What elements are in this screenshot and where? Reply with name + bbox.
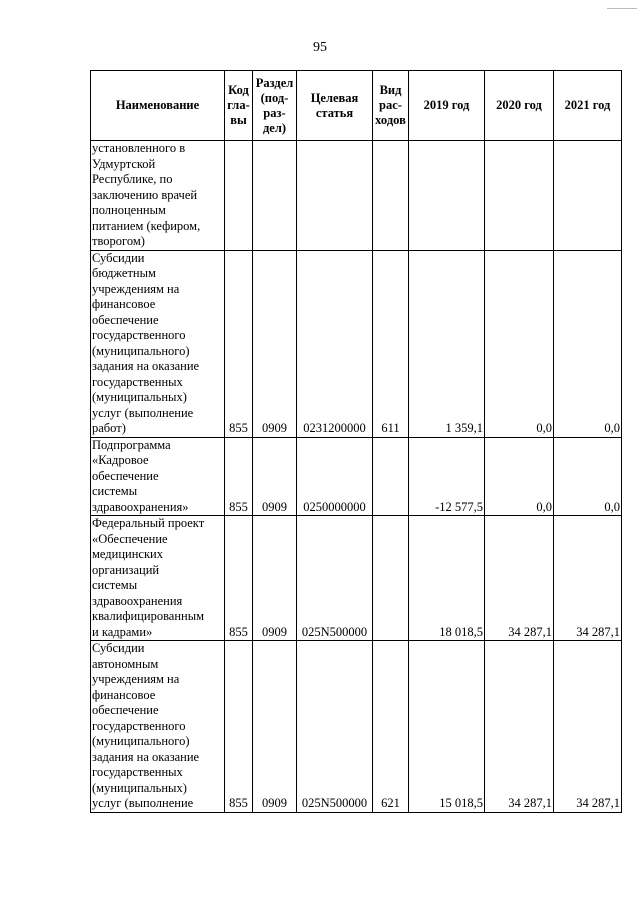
row-name-line: (муниципальных) (92, 780, 187, 795)
row-kind: 621 (373, 641, 409, 813)
row-name-line: услуг (выполнение (92, 405, 194, 420)
row-name-line: задания на оказание (92, 359, 200, 373)
row-name-line: организаций (92, 562, 160, 577)
row-name-line: (муниципальных) (92, 390, 187, 404)
row-kind (373, 516, 409, 641)
row-2020: 0,0 (485, 437, 554, 516)
row-name-line: «Обеспечение (92, 531, 168, 546)
row-code: 855 (225, 516, 253, 641)
row-name-line: заключению врачей (92, 187, 198, 202)
row-name-line: «Кадровое (92, 453, 149, 467)
row-name-line: питанием (кефиром, (92, 218, 201, 233)
row-name-line: государственных (92, 765, 183, 779)
row-name (91, 641, 225, 813)
page-number: 95 (313, 40, 327, 55)
row-2020: 0,0 (485, 250, 554, 437)
row-name-line: здравоохранения» (92, 499, 189, 514)
row-name-line: полноценным (92, 203, 166, 217)
row-name-line: финансовое (92, 687, 156, 702)
row-target: 025N500000 (297, 516, 373, 641)
row-code: 855 (225, 437, 253, 516)
row-name-line: обеспечение (92, 703, 159, 717)
row-name-line: государственного (92, 328, 186, 342)
row-name (91, 437, 225, 516)
row-code: 855 (225, 641, 253, 813)
table-row (91, 141, 622, 251)
row-2019 (409, 141, 485, 251)
row-name-line: (муниципального) (92, 734, 190, 748)
budget-table (90, 70, 622, 813)
row-2021: 34 287,1 (554, 641, 622, 813)
header-name: Наименование (91, 71, 225, 141)
row-name-line: Федеральный проект (92, 516, 205, 530)
row-2019: 15 018,5 (409, 641, 485, 813)
row-name-line: системы (92, 484, 138, 498)
row-name-line: задания на оказание (92, 749, 200, 764)
row-section: 0909 (253, 250, 297, 437)
row-name-line: финансовое (92, 297, 156, 311)
row-2020: 34 287,1 (485, 516, 554, 641)
row-2019: 1 359,1 (409, 250, 485, 437)
row-kind (373, 141, 409, 251)
table-row (91, 437, 622, 516)
table-body (91, 141, 622, 813)
row-2020 (485, 141, 554, 251)
row-section: 0909 (253, 516, 297, 641)
row-2019: -12 577,5 (409, 437, 485, 516)
row-target (297, 141, 373, 251)
scan-artifact (607, 8, 637, 9)
row-section (253, 141, 297, 251)
row-kind: 611 (373, 250, 409, 437)
row-name-line: системы (92, 578, 138, 592)
table-row (91, 250, 622, 437)
header-code: Код гла-вы (225, 71, 253, 141)
header-2019: 2019 год (409, 71, 485, 141)
row-name-line: учреждениям на (92, 281, 180, 296)
row-2021: 34 287,1 (554, 516, 622, 641)
row-name-line: учреждениям на (92, 672, 180, 686)
row-name-line: установленного в (92, 141, 186, 155)
row-name-line: здравоохранения (92, 593, 183, 608)
row-name-line: бюджетным (92, 266, 156, 280)
row-name-line: Субсидии (92, 250, 145, 265)
header-2021: 2021 год (554, 71, 622, 141)
row-target: 025N500000 (297, 641, 373, 813)
header-kind: Вид рас-ходов (373, 71, 409, 141)
row-name-line: обеспечение (92, 312, 159, 327)
row-name-line: услуг (выполнение (92, 796, 194, 810)
row-name-line: автономным (92, 656, 159, 671)
row-name-line: Удмуртской (92, 156, 156, 171)
row-2021: 0,0 (554, 250, 622, 437)
row-name (91, 141, 225, 251)
row-name-line: государственного (92, 718, 186, 733)
row-name-line: квалифицированным (92, 609, 205, 623)
row-name-line: государственных (92, 374, 183, 389)
header-section: Раздел (под-раз-дел) (253, 71, 297, 141)
row-section: 0909 (253, 437, 297, 516)
row-name (91, 250, 225, 437)
row-code (225, 141, 253, 251)
row-name-line: Субсидии (92, 641, 145, 655)
row-name-line: обеспечение (92, 468, 159, 483)
row-name-line: работ) (92, 421, 126, 435)
row-name-line: (муниципального) (92, 343, 190, 358)
row-section: 0909 (253, 641, 297, 813)
row-kind (373, 437, 409, 516)
row-name-line: творогом) (92, 234, 145, 248)
row-name-line: Подпрограмма (92, 437, 171, 452)
row-2021: 0,0 (554, 437, 622, 516)
row-2021 (554, 141, 622, 251)
row-name-line: Республике, по (92, 172, 173, 186)
table-row (91, 516, 622, 641)
row-2019: 18 018,5 (409, 516, 485, 641)
row-target: 0231200000 (297, 250, 373, 437)
row-target: 0250000000 (297, 437, 373, 516)
header-2020: 2020 год (485, 71, 554, 141)
table-row (91, 641, 622, 813)
header-target: Целевая статья (297, 71, 373, 141)
row-name-line: медицинских (92, 547, 163, 561)
row-2020: 34 287,1 (485, 641, 554, 813)
row-code: 855 (225, 250, 253, 437)
table-header-row (91, 71, 622, 141)
row-name (91, 516, 225, 641)
row-name-line: и кадрами» (92, 624, 153, 639)
